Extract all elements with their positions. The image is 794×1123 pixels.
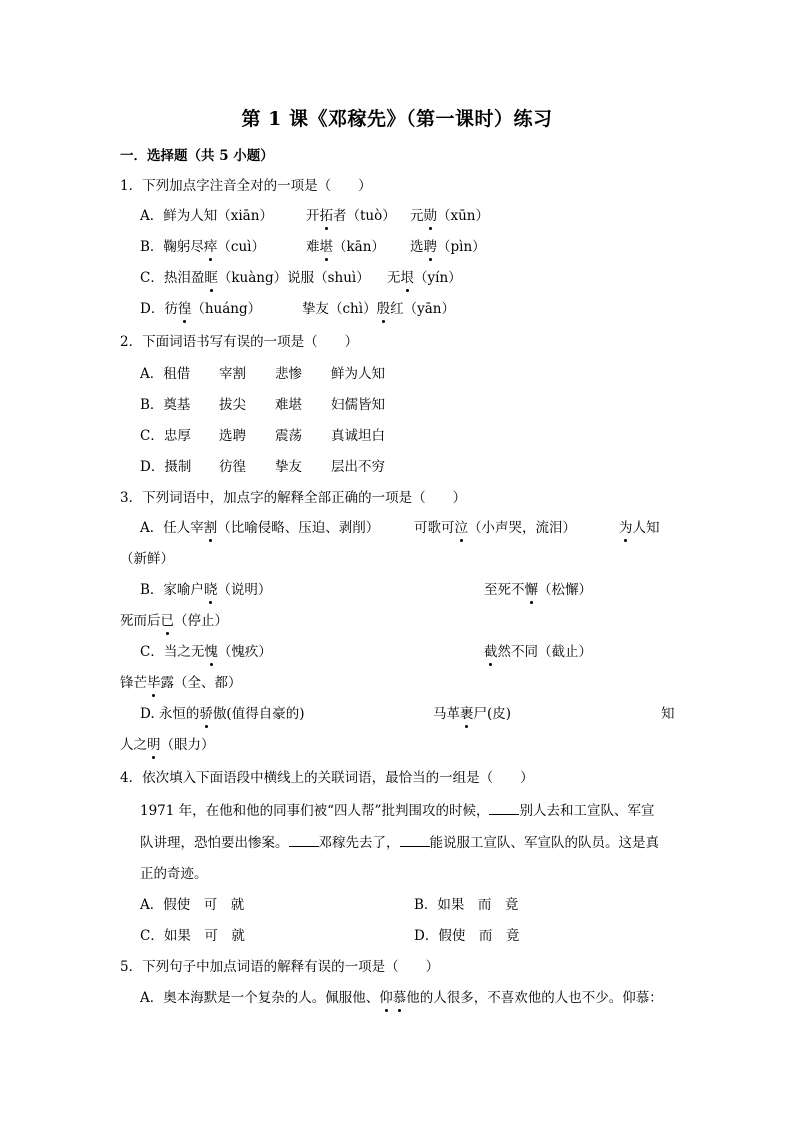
- q3-option-c-part3: 锋芒毕露（全、都）: [120, 675, 242, 691]
- q3-option-b-part1: B．家喻户晓（说明）: [140, 582, 272, 598]
- q2-option-a-w2: 宰割: [219, 366, 246, 382]
- q2-option-d-w1: D．摄制: [140, 459, 192, 475]
- q2-option-c-w1: C．忠厚: [140, 428, 191, 444]
- q4-option-b: B．如果 而 竟: [414, 897, 519, 913]
- q2-option-c-w3: 震荡: [275, 428, 302, 444]
- q3-option-a-part1: A．任人宰割（比喻侵略、压迫、剥削）: [140, 520, 380, 536]
- q2-option-c-w4: 真诚坦白: [331, 428, 385, 444]
- q3-option-a-part2: 可歌可泣（小声哭，流泪）: [414, 520, 576, 536]
- q1-option-d-word2: 挚友（chì）殷红（yān）: [302, 301, 455, 317]
- question-3-stem: 3．下列词语中，加点字的解释全部正确的一项是（ ）: [120, 490, 467, 506]
- q2-option-a-w3: 悲惨: [275, 366, 302, 382]
- q1-option-b: B．鞠躬尽瘁（cuì）: [140, 239, 265, 255]
- q1-option-c: C．热泪盈眶（kuàng）说服（shuì）: [140, 270, 370, 286]
- q4-passage-line-2: 队讲理，恐怕要出惨案。 邓稼先去了， 能说服工宣队、军宣队的队员。这是真: [140, 832, 659, 853]
- question-5-stem: 5．下列句子中加点词语的解释有误的一项是（ ）: [120, 959, 440, 975]
- q3-option-c-part2: 截然不同（截止）: [484, 644, 592, 660]
- fill-blank-3[interactable]: [400, 832, 430, 847]
- q3-option-d-part1: D. 永恒的骄傲(值得自豪的): [140, 706, 305, 722]
- q2-option-b-w1: B．奠基: [140, 397, 191, 413]
- q4-option-d: D．假使 而 竟: [414, 928, 520, 944]
- q2-option-b-w2: 拔尖: [219, 397, 246, 413]
- section-heading: 一．选择题（共 5 小题）: [120, 148, 274, 164]
- q4-option-a: A．假使 可 就: [140, 897, 245, 913]
- q3-option-b-part3: 死而后已（停止）: [120, 613, 228, 629]
- q1-option-a: A．鲜为人知（xiān）: [140, 208, 273, 224]
- q3-option-d-part4: 人之明（眼力）: [120, 737, 215, 753]
- q5-option-a: A．奥本海默是一个复杂的人。佩服他、仰慕他的人很多，不喜欢他的人也不少。仰慕：: [140, 990, 663, 1006]
- q2-option-d-w4: 层出不穷: [331, 459, 385, 475]
- q1-option-a-word3: 元勋（xūn）: [410, 208, 490, 224]
- question-1-stem: 1．下列加点字注音全对的一项是（ ）: [120, 178, 372, 194]
- q3-option-a-part4: （新鲜）: [120, 551, 174, 567]
- q3-option-d-part3: 知: [661, 706, 675, 722]
- q1-option-c-word3: 无垠（yín）: [387, 270, 462, 286]
- q2-option-b-w4: 妇儒皆知: [331, 397, 385, 413]
- q4-option-c: C．如果 可 就: [140, 928, 245, 944]
- q1-option-b-word2: 难堪（kān）: [306, 239, 385, 255]
- q3-option-a-part3: 为人知: [619, 520, 660, 536]
- q2-option-d-w2: 彷徨: [219, 459, 246, 475]
- question-2-stem: 2．下面词语书写有误的一项是（ ）: [120, 334, 359, 350]
- q1-option-a-word2: 开拓者（tuò）: [306, 208, 396, 224]
- page-title: 第 1 课《邓稼先》（第一课时）练习: [241, 108, 553, 130]
- q2-option-b-w3: 难堪: [275, 397, 302, 413]
- fill-blank-1[interactable]: [489, 800, 519, 815]
- q1-option-b-word3: 选聘（pìn）: [410, 239, 486, 255]
- fill-blank-2[interactable]: [289, 832, 319, 847]
- q1-option-d: D．彷徨（huáng）: [140, 301, 262, 317]
- q2-option-a-w4: 鲜为人知: [331, 366, 385, 382]
- q3-option-c-part1: C．当之无愧（愧疚）: [140, 644, 272, 660]
- q2-option-c-w2: 选聘: [219, 428, 246, 444]
- q2-option-d-w3: 挚友: [275, 459, 302, 475]
- q3-option-b-part2: 至死不懈（松懈）: [484, 582, 592, 598]
- question-4-stem: 4．依次填入下面语段中横线上的关联词语，最恰当的一组是（ ）: [120, 770, 534, 786]
- q2-option-a-w1: A．租借: [140, 366, 191, 382]
- q3-option-d-part2: 马革裹尸(皮): [433, 706, 512, 722]
- q4-passage-line-3: 正的奇迹。: [140, 866, 208, 882]
- q4-passage-line-1: 1971 年，在他和他的同事们被“四人帮”批判围攻的时候， 别人去和工宣队、军宣: [140, 800, 654, 821]
